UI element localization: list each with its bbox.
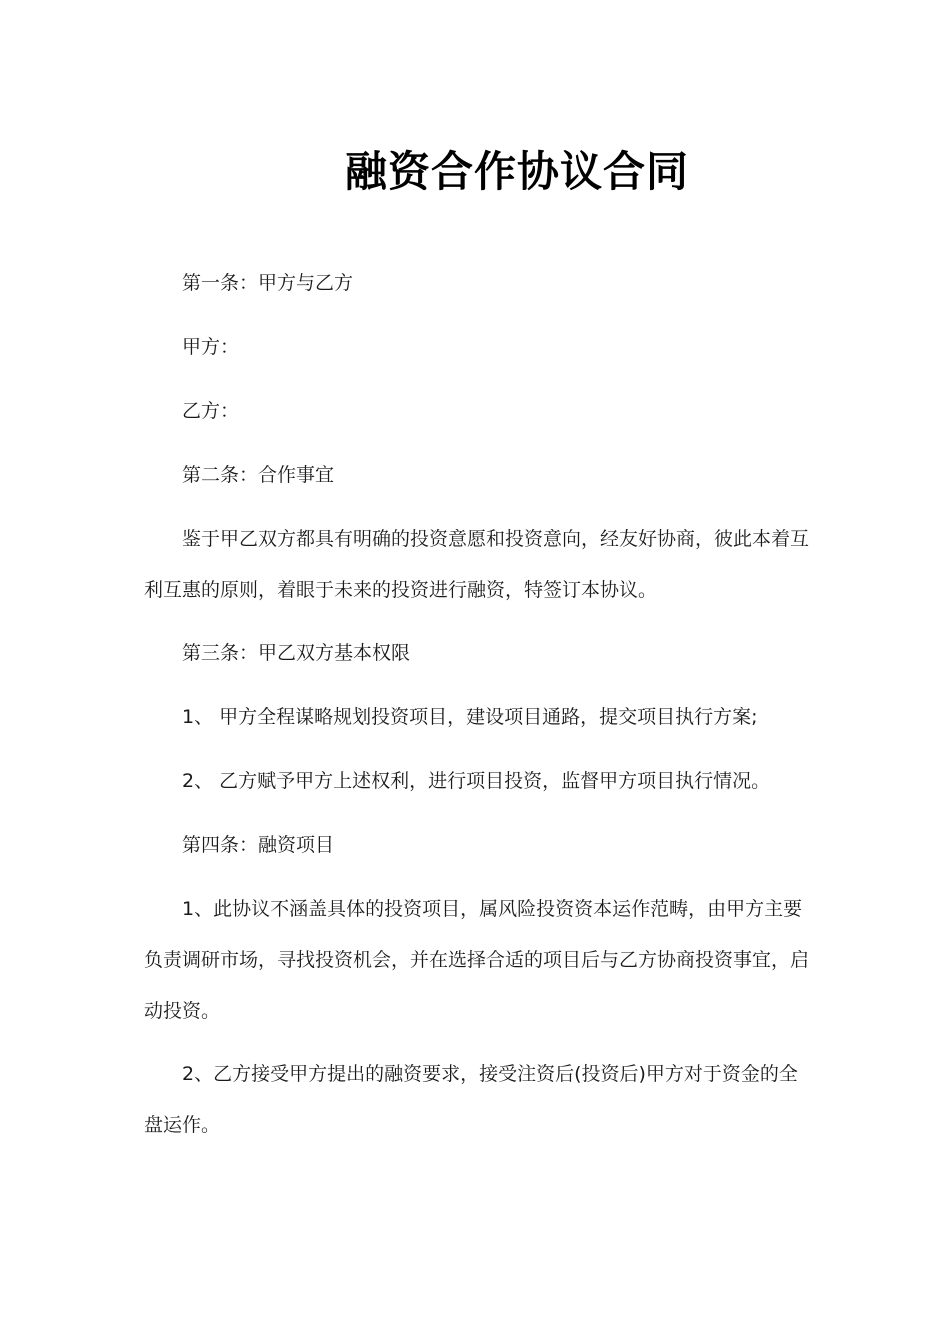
article-2-heading: 第二条：合作事宜 bbox=[182, 464, 335, 486]
article-2-body: 鉴于甲乙双方都具有明确的投资意愿和投资意向，经友好协商，彼此本着互利互惠的原则，着眼于未来的投资进行融资，特签订本协议。 bbox=[144, 528, 810, 601]
document-title: 融资合作协议合同 bbox=[344, 147, 689, 196]
article-3-heading: 第三条：甲乙双方基本权限 bbox=[182, 642, 411, 664]
article-4-item-1: 1、此协议不涵盖具体的投资项目，属风险投资资本运作范畴，由甲方主要负责调研市场，寻找投资机会，并在选择合适的项目后与乙方协商投资事宜，启动投资。 bbox=[144, 898, 810, 1022]
article-4-heading: 第四条：融资项目 bbox=[182, 834, 335, 856]
article-1-heading: 第一条：甲方与乙方 bbox=[182, 272, 354, 294]
party-b-field: 乙方： bbox=[182, 400, 240, 422]
party-a-field: 甲方： bbox=[182, 336, 240, 358]
article-4-item-2: 2、乙方接受甲方提出的融资要求，接受注资后(投资后)甲方对于资金的全盘运作。 bbox=[144, 1063, 798, 1136]
article-3-item-1: 1、 甲方全程谋略规划投资项目，建设项目通路，提交项目执行方案; bbox=[182, 706, 758, 728]
article-3-item-2: 2、 乙方赋予甲方上述权利，进行项目投资，监督甲方项目执行情况。 bbox=[182, 770, 771, 792]
